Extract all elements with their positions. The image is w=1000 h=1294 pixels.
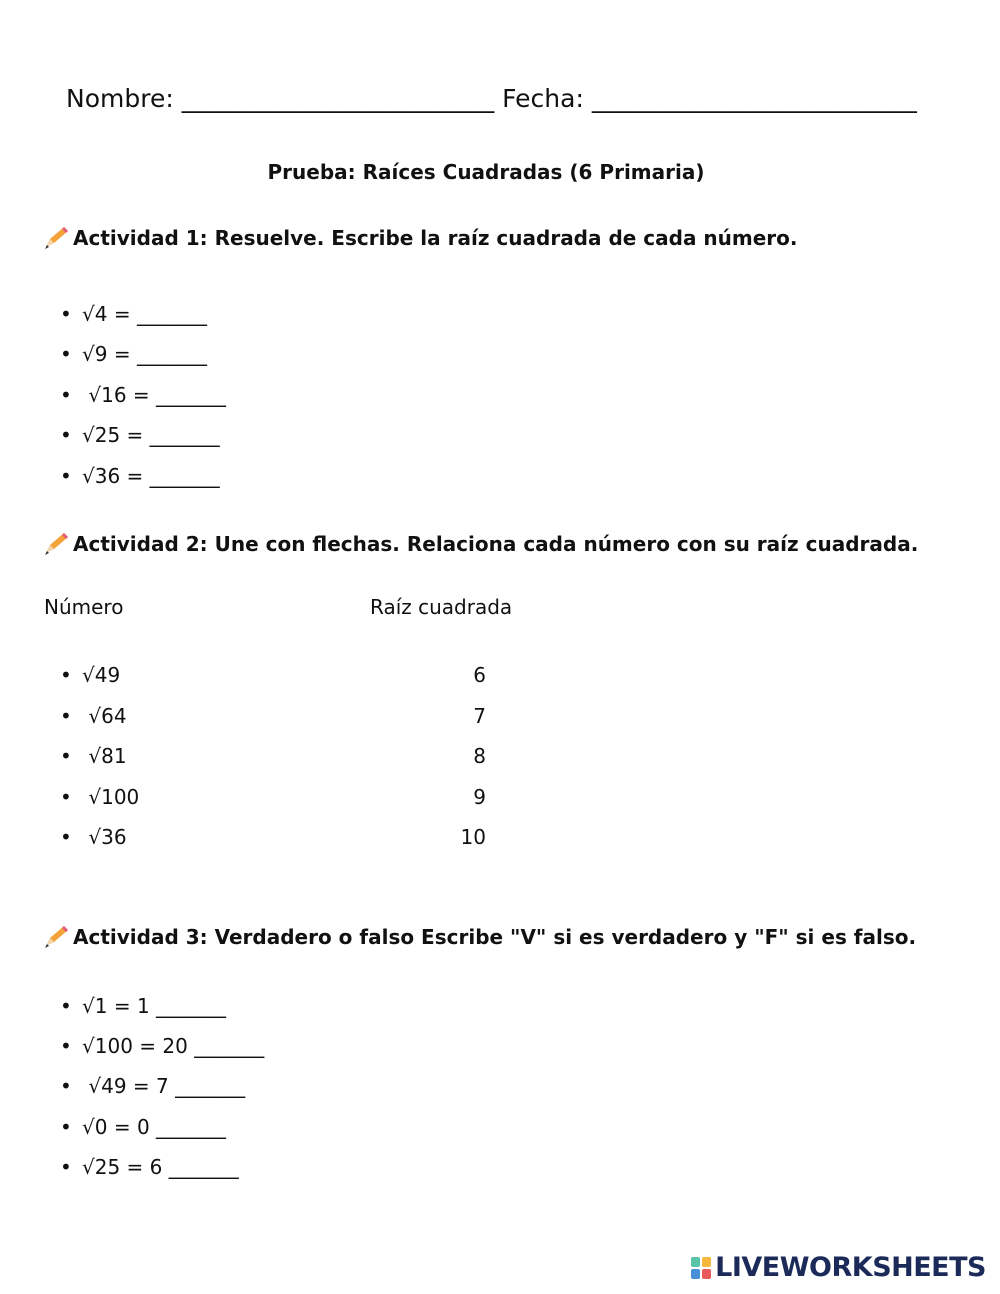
bullet: • bbox=[60, 302, 72, 326]
bullet: • bbox=[60, 744, 72, 768]
activity2-title: Actividad 2: Une con flechas. Relaciona cada número con su raíz cuadrada. bbox=[73, 532, 919, 556]
activity1-item: √25 = _______ bbox=[82, 423, 220, 447]
activity2-number: √49 bbox=[82, 663, 121, 687]
activity2-number: √81 bbox=[82, 744, 127, 768]
activity2-root-value: 9 bbox=[473, 785, 486, 809]
list-item bbox=[60, 825, 127, 849]
list-item bbox=[60, 994, 226, 1018]
bullet: • bbox=[60, 1115, 72, 1139]
bullet: • bbox=[60, 825, 72, 849]
activity2-root-value: 10 bbox=[460, 825, 486, 849]
list-item bbox=[60, 1074, 245, 1098]
list-item bbox=[60, 785, 139, 809]
bullet: • bbox=[60, 1074, 72, 1098]
pencil-icon bbox=[42, 924, 70, 950]
activity2-heading bbox=[42, 531, 918, 557]
activity3-item: √49 = 7 _______ bbox=[82, 1074, 246, 1098]
bullet: • bbox=[60, 1034, 72, 1058]
pencil-icon bbox=[42, 531, 70, 557]
bullet: • bbox=[60, 994, 72, 1018]
activity3-item: √25 = 6 _______ bbox=[82, 1155, 239, 1179]
list-item bbox=[60, 423, 220, 447]
activity3-heading bbox=[42, 924, 916, 950]
list-item bbox=[60, 1155, 239, 1179]
bullet: • bbox=[60, 1155, 72, 1179]
logo-text: LIVEWORKSHEETS bbox=[715, 1252, 986, 1283]
activity1-heading bbox=[42, 225, 798, 251]
column-header-number: Número bbox=[44, 595, 124, 619]
list-item bbox=[60, 1115, 226, 1139]
column-header-root: Raíz cuadrada bbox=[370, 595, 513, 619]
list-item bbox=[60, 1034, 264, 1058]
activity3-item: √0 = 0 _______ bbox=[82, 1115, 227, 1139]
list-item bbox=[60, 342, 207, 366]
activity3-item: √1 = 1 _______ bbox=[82, 994, 227, 1018]
bullet: • bbox=[60, 785, 72, 809]
bullet: • bbox=[60, 464, 72, 488]
liveworksheets-logo-icon bbox=[690, 1256, 712, 1280]
activity1-title: Actividad 1: Resuelve. Escribe la raíz cuadrada de cada número. bbox=[73, 226, 798, 250]
list-item bbox=[60, 744, 127, 768]
bullet: • bbox=[60, 383, 72, 407]
activity2-root-value: 7 bbox=[473, 704, 486, 728]
activity2-root-value: 6 bbox=[473, 663, 486, 687]
activity2-number: √100 bbox=[82, 785, 140, 809]
bullet: • bbox=[60, 342, 72, 366]
activity3-item: √100 = 20 _______ bbox=[82, 1034, 265, 1058]
list-item bbox=[60, 704, 127, 728]
activity2-number: √64 bbox=[82, 704, 127, 728]
bullet: • bbox=[60, 704, 72, 728]
activity1-item: √16 = _______ bbox=[82, 383, 227, 407]
list-item bbox=[60, 663, 120, 687]
activity1-item: √9 = _______ bbox=[82, 342, 207, 366]
bullet: • bbox=[60, 423, 72, 447]
header-name-date-line: Nombre: _________________________ Fecha: __________________________ bbox=[66, 84, 917, 113]
activity2-number: √36 bbox=[82, 825, 127, 849]
list-item bbox=[60, 464, 220, 488]
activity2-root-value: 8 bbox=[473, 744, 486, 768]
activity1-item: √36 = _______ bbox=[82, 464, 220, 488]
activity3-title: Actividad 3: Verdadero o falso Escribe "V" si es verdadero y "F" si es falso. bbox=[73, 925, 917, 949]
activity1-item: √4 = _______ bbox=[82, 302, 207, 326]
pencil-icon bbox=[42, 225, 70, 251]
page-title: Prueba: Raíces Cuadradas (6 Primaria) bbox=[267, 160, 705, 184]
bullet: • bbox=[60, 663, 72, 687]
liveworksheets-logo bbox=[690, 1252, 986, 1283]
list-item bbox=[60, 302, 207, 326]
list-item bbox=[60, 383, 226, 407]
